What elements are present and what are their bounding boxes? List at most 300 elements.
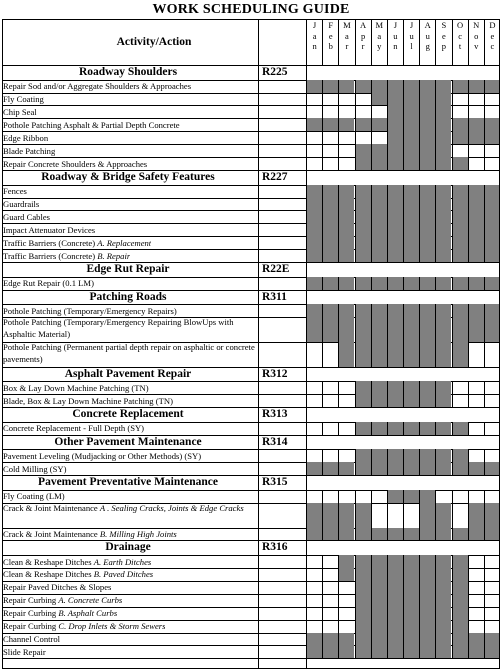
- month-cell-active: [468, 223, 484, 236]
- activity-label-italic: A . Sealing Cracks, Joints & Edge Cracks: [99, 502, 244, 513]
- month-cell-active: [355, 157, 371, 170]
- month-cell-active: [403, 157, 419, 170]
- activity-label: [3, 529, 177, 539]
- month-cell-active: [403, 342, 419, 367]
- month-cell-empty: [338, 620, 354, 633]
- month-cell-active: [338, 249, 354, 262]
- month-cell-active: [387, 555, 403, 568]
- month-cell-active: [468, 80, 484, 93]
- month-cell-active: [387, 236, 403, 249]
- table-row: [0, 118, 502, 131]
- month-cell-active: [403, 105, 419, 118]
- month-cell-active: [387, 93, 403, 106]
- activity-label: [3, 225, 95, 235]
- activity-label: [3, 251, 130, 261]
- month-cell-active: [435, 449, 451, 462]
- activity-label-text: Repair Curbing: [3, 595, 59, 606]
- activity-label-italic: B. Paved Ditches: [93, 569, 154, 580]
- month-cell-active: [371, 394, 387, 407]
- month-cell-empty: [338, 144, 354, 157]
- month-cell-active: [419, 381, 435, 394]
- month-cell-empty: [338, 490, 354, 503]
- month-header-letter: u: [409, 30, 414, 41]
- activity-label-text: Pothole Patching (Temporary/Emergency Repairs): [3, 305, 177, 316]
- section-code: R316: [262, 541, 288, 554]
- section-code: R311: [262, 290, 287, 303]
- activity-label-text: Channel Control: [3, 634, 61, 645]
- month-cell-active: [419, 607, 435, 620]
- month-cell-active: [306, 645, 322, 658]
- month-cell-active: [435, 581, 451, 594]
- month-cell-active: [387, 249, 403, 262]
- month-cell-active: [419, 342, 435, 367]
- month-cell-active: [484, 185, 500, 198]
- month-cell-active: [322, 304, 338, 317]
- month-cell-active: [355, 645, 371, 658]
- month-cell-active: [419, 223, 435, 236]
- month-header-letter: N: [473, 20, 480, 30]
- month-cell-active: [403, 490, 419, 503]
- month-cell-active: [322, 223, 338, 236]
- month-cell-empty: [452, 105, 468, 118]
- month-cell-active: [338, 645, 354, 658]
- month-cell-empty: [371, 131, 387, 144]
- month-cell-active: [306, 198, 322, 211]
- month-cell-empty: [306, 555, 322, 568]
- activity-label-text: Chip Seal: [3, 106, 37, 117]
- table-row: [0, 198, 502, 211]
- activity-label-text: Repair Curbing: [3, 621, 59, 632]
- month-header-letter: b: [328, 41, 333, 51]
- month-cell-active: [452, 236, 468, 249]
- month-cell-active: [435, 594, 451, 607]
- month-header-letter: u: [393, 30, 398, 41]
- month-cell-empty: [468, 568, 484, 581]
- section-row: [0, 435, 502, 450]
- month-cell-active: [306, 277, 322, 290]
- activity-label-text: Pothole Patching (Permanent partial depth repair on asphaltic or concrete pavements): [3, 342, 255, 364]
- month-cell-empty: [484, 581, 500, 594]
- month-cell-active: [403, 581, 419, 594]
- month-cell-active: [435, 528, 451, 541]
- month-cell-active: [387, 581, 403, 594]
- month-cell-active: [452, 449, 468, 462]
- month-cell-active: [355, 185, 371, 198]
- month-cell-active: [338, 185, 354, 198]
- month-header-letter: v: [474, 41, 479, 51]
- month-cell-active: [435, 131, 451, 144]
- month-cell-active: [371, 381, 387, 394]
- section-code: R315: [262, 476, 288, 489]
- month-cell-active: [387, 223, 403, 236]
- month-cell-active: [403, 223, 419, 236]
- section-title: Roadway & Bridge Safety Features: [41, 171, 215, 184]
- month-cell-active: [452, 118, 468, 131]
- month-cell-active: [435, 422, 451, 435]
- activity-label: [3, 608, 117, 618]
- month-cell-active: [484, 118, 500, 131]
- month-cell-empty: [452, 503, 468, 528]
- table-row: [0, 449, 502, 462]
- month-cell-active: [306, 185, 322, 198]
- month-cell-empty: [484, 620, 500, 633]
- month-cell-active: [452, 422, 468, 435]
- month-cell-active: [435, 93, 451, 106]
- month-cell-active: [306, 210, 322, 223]
- section-row: [0, 170, 502, 185]
- table-row: [0, 528, 502, 541]
- month-cell-active: [355, 304, 371, 317]
- month-cell-empty: [322, 449, 338, 462]
- month-cell-active: [403, 620, 419, 633]
- month-cell-active: [435, 223, 451, 236]
- month-header-letter: n: [393, 41, 398, 51]
- table-row: [0, 210, 502, 223]
- month-cell-empty: [306, 381, 322, 394]
- month-header-letter: J: [393, 20, 398, 30]
- month-cell-active: [371, 620, 387, 633]
- month-header-letter: O: [457, 20, 464, 30]
- table-row: [0, 223, 502, 236]
- table-row: [0, 317, 502, 342]
- month-cell-active: [355, 236, 371, 249]
- month-cell-active: [338, 317, 354, 342]
- activity-label-text: Repair Curbing: [3, 608, 59, 619]
- month-cell-active: [355, 528, 371, 541]
- month-cell-empty: [306, 144, 322, 157]
- month-cell-active: [371, 118, 387, 131]
- month-cell-active: [355, 449, 371, 462]
- month-cell-active: [387, 422, 403, 435]
- month-cell-active: [355, 317, 371, 342]
- activity-label: [3, 464, 67, 474]
- month-cell-active: [484, 223, 500, 236]
- month-cell-active: [484, 304, 500, 317]
- activity-label-text: Pavement Leveling (Mudjacking or Other Methods) (SY): [3, 450, 202, 461]
- month-header: [468, 20, 484, 65]
- month-cell-active: [371, 462, 387, 475]
- month-cell-empty: [338, 381, 354, 394]
- month-cell-active: [419, 118, 435, 131]
- table-row: [0, 422, 502, 435]
- month-cell-active: [322, 210, 338, 223]
- month-cell-empty: [468, 449, 484, 462]
- table-row: [0, 304, 502, 317]
- month-cell-active: [306, 236, 322, 249]
- month-cell-active: [484, 249, 500, 262]
- activity-label-text: Repair Paved Ditches & Slopes: [3, 582, 112, 593]
- month-cell-active: [403, 317, 419, 342]
- month-cell-empty: [468, 581, 484, 594]
- month-cell-active: [322, 249, 338, 262]
- month-cell-active: [322, 236, 338, 249]
- month-header-letter: J: [312, 20, 317, 30]
- month-cell-empty: [468, 381, 484, 394]
- month-cell-empty: [355, 490, 371, 503]
- month-header: [322, 20, 338, 65]
- month-cell-active: [419, 131, 435, 144]
- month-cell-active: [403, 185, 419, 198]
- month-cell-active: [371, 93, 387, 106]
- month-cell-active: [419, 503, 435, 528]
- month-cell-active: [435, 198, 451, 211]
- month-cell-active: [322, 645, 338, 658]
- section-code: R312: [262, 367, 288, 380]
- page-title: WORK SCHEDULING GUIDE: [152, 2, 350, 17]
- month-cell-active: [403, 236, 419, 249]
- month-cell-active: [355, 277, 371, 290]
- month-cell-empty: [484, 555, 500, 568]
- month-cell-active: [371, 277, 387, 290]
- month-cell-active: [452, 620, 468, 633]
- activity-label-text: Repair Sod and/or Aggregate Shoulders & Approaches: [3, 81, 192, 92]
- month-cell-active: [484, 131, 500, 144]
- activity-label: [3, 557, 151, 567]
- activity-label: [3, 146, 55, 156]
- month-cell-empty: [306, 568, 322, 581]
- month-cell-active: [371, 342, 387, 367]
- month-cell-active: [435, 236, 451, 249]
- month-cell-active: [322, 198, 338, 211]
- month-cell-active: [419, 304, 435, 317]
- month-cell-empty: [322, 620, 338, 633]
- month-cell-empty: [322, 394, 338, 407]
- month-cell-active: [435, 607, 451, 620]
- month-cell-empty: [322, 93, 338, 106]
- month-cell-empty: [452, 394, 468, 407]
- activity-label-text: Guardrails: [3, 199, 40, 210]
- month-cell-empty: [387, 503, 403, 528]
- month-cell-empty: [484, 381, 500, 394]
- month-cell-active: [403, 277, 419, 290]
- month-header: [371, 20, 387, 65]
- activity-label: [3, 317, 259, 340]
- activity-label-text: Pothole Patching (Temporary/Emergency Repairing BlowUps with Asphaltic Material): [3, 317, 234, 339]
- month-cell-active: [435, 249, 451, 262]
- row-divider: [2, 658, 500, 659]
- month-cell-active: [435, 555, 451, 568]
- activity-label: [3, 278, 94, 288]
- month-cell-active: [403, 80, 419, 93]
- section-title: Roadway Shoulders: [78, 66, 178, 78]
- month-header-letter: p: [441, 41, 447, 51]
- month-cell-active: [484, 633, 500, 646]
- activity-label: [3, 306, 177, 316]
- month-cell-active: [387, 80, 403, 93]
- month-cell-active: [322, 528, 338, 541]
- month-header-letter: a: [345, 30, 349, 41]
- month-cell-active: [355, 118, 371, 131]
- month-cell-active: [403, 422, 419, 435]
- month-cell-active: [452, 223, 468, 236]
- month-cell-active: [371, 80, 387, 93]
- activity-label: [3, 647, 46, 657]
- month-cell-active: [387, 342, 403, 367]
- month-cell-active: [387, 594, 403, 607]
- activity-label: [3, 491, 65, 501]
- month-cell-active: [387, 394, 403, 407]
- activity-label: [3, 133, 48, 143]
- month-cell-active: [387, 304, 403, 317]
- month-cell-empty: [468, 394, 484, 407]
- section-code: R314: [262, 435, 288, 448]
- activity-label-text: Pothole Patching Asphalt & Partial Depth Concrete: [3, 119, 180, 130]
- table-row: [0, 394, 502, 407]
- month-cell-active: [452, 528, 468, 541]
- activity-label-text: Edge Ribbon: [3, 132, 49, 143]
- month-header-letter: c: [490, 41, 495, 51]
- month-cell-empty: [468, 607, 484, 620]
- month-cell-active: [435, 118, 451, 131]
- section-code: R313: [262, 408, 288, 421]
- month-cell-active: [468, 185, 484, 198]
- month-cell-active: [355, 210, 371, 223]
- month-cell-empty: [484, 568, 500, 581]
- month-header-letter: e: [442, 30, 446, 41]
- month-cell-active: [484, 80, 500, 93]
- month-header-letter: l: [410, 41, 413, 51]
- month-cell-active: [322, 118, 338, 131]
- section-row: [0, 262, 502, 277]
- activity-label: [3, 94, 44, 104]
- month-cell-active: [452, 633, 468, 646]
- month-cell-active: [403, 118, 419, 131]
- month-cell-empty: [322, 342, 338, 367]
- table-row: [0, 131, 502, 144]
- month-header: [306, 20, 322, 65]
- month-cell-active: [419, 277, 435, 290]
- activity-label-text: Traffic Barriers (Concrete): [3, 250, 98, 261]
- activity-label: [3, 238, 151, 248]
- month-cell-active: [435, 342, 451, 367]
- table-row: [0, 277, 502, 290]
- month-cell-empty: [306, 490, 322, 503]
- table-row: [0, 645, 502, 658]
- month-cell-empty: [338, 581, 354, 594]
- month-cell-active: [484, 210, 500, 223]
- activity-label: [3, 383, 149, 393]
- month-cell-active: [435, 381, 451, 394]
- month-cell-active: [419, 185, 435, 198]
- month-cell-empty: [484, 144, 500, 157]
- activity-label-italic: C. Drop Inlets & Storm Sewers: [58, 621, 166, 632]
- month-header-letter: c: [458, 30, 462, 41]
- month-header-letter: A: [360, 20, 367, 30]
- activity-label-italic: B. Repair: [97, 250, 131, 261]
- month-cell-empty: [306, 422, 322, 435]
- month-cell-active: [355, 633, 371, 646]
- month-cell-active: [403, 568, 419, 581]
- activity-label-text: Clean & Reshape Ditches: [3, 556, 94, 567]
- table-row: [0, 594, 502, 607]
- month-header-letter: a: [377, 30, 382, 41]
- month-cell-active: [387, 449, 403, 462]
- month-cell-active: [322, 462, 338, 475]
- month-header-letter: S: [441, 20, 447, 30]
- month-cell-active: [355, 198, 371, 211]
- month-cell-active: [338, 236, 354, 249]
- month-cell-active: [355, 555, 371, 568]
- month-cell-active: [452, 555, 468, 568]
- month-cell-empty: [452, 93, 468, 106]
- month-cell-active: [387, 144, 403, 157]
- month-cell-active: [371, 185, 387, 198]
- month-cell-active: [371, 422, 387, 435]
- month-cell-empty: [403, 503, 419, 528]
- month-cell-active: [403, 607, 419, 620]
- month-cell-active: [322, 80, 338, 93]
- month-cell-active: [355, 568, 371, 581]
- month-cell-active: [452, 210, 468, 223]
- month-cell-active: [452, 317, 468, 342]
- month-cell-empty: [306, 620, 322, 633]
- month-cell-active: [371, 633, 387, 646]
- month-header-letter: e: [328, 30, 333, 41]
- month-cell-active: [322, 633, 338, 646]
- table-row: [0, 157, 502, 170]
- month-cell-empty: [468, 105, 484, 118]
- month-header: [484, 20, 500, 65]
- month-cell-active: [403, 555, 419, 568]
- section-title: Pavement Preventative Maintenance: [38, 476, 218, 489]
- month-cell-active: [419, 157, 435, 170]
- month-cell-active: [403, 304, 419, 317]
- month-cell-active: [387, 633, 403, 646]
- activity-column-header: Activity/Action: [116, 36, 192, 48]
- month-cell-active: [387, 645, 403, 658]
- month-header-letter: g: [425, 41, 430, 51]
- month-cell-empty: [306, 394, 322, 407]
- month-cell-active: [387, 198, 403, 211]
- month-cell-active: [435, 317, 451, 342]
- month-cell-active: [435, 80, 451, 93]
- section-row: [0, 540, 502, 555]
- activity-label-italic: A. Concrete Curbs: [58, 595, 123, 606]
- month-cell-empty: [306, 594, 322, 607]
- activity-label-italic: B. Milling High Joints: [99, 529, 177, 540]
- month-cell-empty: [484, 449, 500, 462]
- activity-label-text: Guard Cables: [3, 211, 51, 222]
- activity-label: [3, 621, 165, 631]
- month-cell-active: [355, 422, 371, 435]
- month-cell-active: [452, 249, 468, 262]
- activity-label: [3, 634, 60, 644]
- month-cell-active: [419, 449, 435, 462]
- month-cell-active: [371, 236, 387, 249]
- month-header-letter: A: [424, 20, 431, 30]
- month-cell-empty: [322, 568, 338, 581]
- month-cell-empty: [322, 581, 338, 594]
- section-row: [0, 367, 502, 382]
- month-cell-active: [387, 381, 403, 394]
- month-cell-active: [387, 528, 403, 541]
- month-cell-active: [435, 503, 451, 528]
- activity-label-text: Clean & Reshape Ditches: [3, 569, 94, 580]
- month-header: [435, 20, 451, 65]
- month-header-letter: M: [375, 20, 384, 30]
- month-cell-active: [452, 198, 468, 211]
- month-cell-active: [468, 118, 484, 131]
- month-cell-active: [435, 105, 451, 118]
- section-title: Other Pavement Maintenance: [54, 435, 202, 448]
- month-cell-empty: [484, 490, 500, 503]
- month-cell-active: [468, 236, 484, 249]
- month-header-letter: u: [425, 30, 430, 41]
- month-cell-active: [338, 118, 354, 131]
- month-header-letter: o: [474, 30, 479, 41]
- row-divider: [2, 19, 500, 20]
- table-row: [0, 249, 502, 262]
